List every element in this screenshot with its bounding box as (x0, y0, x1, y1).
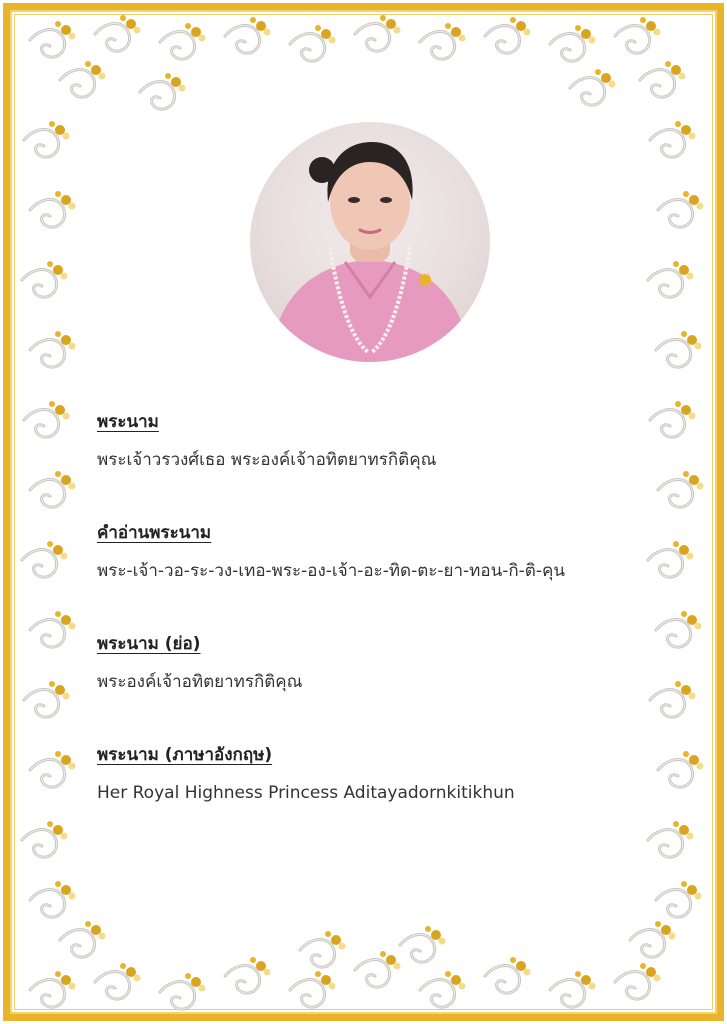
section-value: พระองค์เจ้าอทิตยาทรกิติคุณ (97, 672, 303, 692)
portrait-photo (250, 122, 490, 362)
section-english-name (97, 743, 677, 805)
section-value: พระ-เจ้า-วอ-ระ-วง-เทอ-พระ-อง-เจ้า-อะ-ทิด-ตะ-ยา-ทอน-กิ-ติ-คุน (97, 561, 565, 581)
section-short-name (97, 632, 677, 694)
section-value: Her Royal Highness Princess Aditayadornkitikhun (97, 783, 515, 803)
section-heading: พระนาม (ย่อ) (97, 634, 201, 654)
section-royal-name (97, 410, 677, 472)
portrait-illustration (250, 122, 490, 362)
section-heading: พระนาม (ภาษาอังกฤษ) (97, 745, 273, 765)
section-value: พระเจ้าวรวงศ์เธอ พระองค์เจ้าอทิตยาทรกิติคุณ (97, 450, 437, 470)
section-pronunciation (97, 521, 677, 583)
section-heading: คำอ่านพระนาม (97, 523, 212, 543)
name-details (97, 410, 677, 854)
section-heading: พระนาม (97, 412, 159, 432)
